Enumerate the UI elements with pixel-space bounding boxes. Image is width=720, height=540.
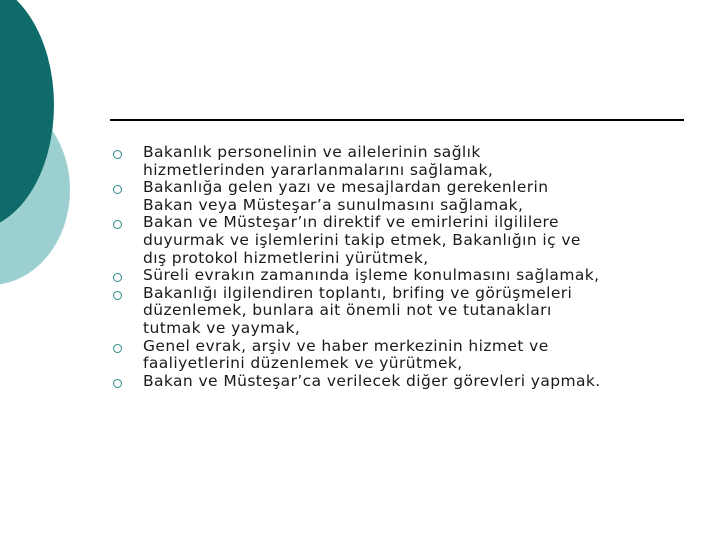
- bullet-text-line: dış protokol hizmetlerini yürütmek,: [143, 248, 429, 267]
- bullet-item: [110, 338, 700, 373]
- hollow-circle-icon: [113, 273, 122, 282]
- hollow-circle-icon: [113, 185, 122, 194]
- hollow-circle-icon: [113, 344, 122, 353]
- bullet-text-line: Süreli evrakın zamanında işleme konulmasını sağlamak,: [143, 266, 600, 285]
- bullet-text-line: Bakanlığı ilgilendiren toplantı, brifing ve görüşmeleri: [143, 283, 573, 302]
- bullet-text-line: Genel evrak, arşiv ve haber merkezinin hizmet ve: [143, 336, 549, 355]
- bullet-item: [110, 285, 700, 338]
- bullet-item: [110, 144, 700, 179]
- title-divider: [110, 119, 684, 121]
- bullet-list: [110, 144, 700, 390]
- hollow-circle-icon: [113, 220, 122, 229]
- bullet-text-line: Bakan veya Müsteşar’a sunulmasını sağlamak,: [143, 195, 524, 214]
- bullet-text-line: duyurmak ve işlemlerini takip etmek, Bakanlığın iç ve: [143, 230, 581, 249]
- bullet-text-line: Bakanlığa gelen yazı ve mesajlardan gerekenlerin: [143, 178, 549, 197]
- bullet-item: [110, 373, 700, 391]
- bullet-text-line: Bakanlık personelinin ve ailelerinin sağlık: [143, 143, 481, 161]
- hollow-circle-icon: [113, 150, 122, 159]
- bullet-text-line: tutmak ve yaymak,: [143, 318, 301, 337]
- bullet-text-line: Bakan ve Müsteşar’ın direktif ve emirlerini ilgililere: [143, 213, 559, 232]
- bullet-item: [110, 267, 700, 285]
- bullet-text-line: hizmetlerinden yararlanmalarını sağlamak,: [143, 160, 494, 179]
- bullet-text-line: düzenlemek, bunlara ait önemli not ve tutanakları: [143, 301, 552, 320]
- hollow-circle-icon: [113, 291, 122, 300]
- hollow-circle-icon: [113, 379, 122, 388]
- bullet-text-line: faaliyetlerini düzenlemek ve yürütmek,: [143, 354, 463, 373]
- bullet-text-line: Bakan ve Müsteşar’ca verilecek diğer görevleri yapmak.: [143, 371, 601, 390]
- bullet-item: [110, 214, 700, 267]
- bullet-item: [110, 179, 700, 214]
